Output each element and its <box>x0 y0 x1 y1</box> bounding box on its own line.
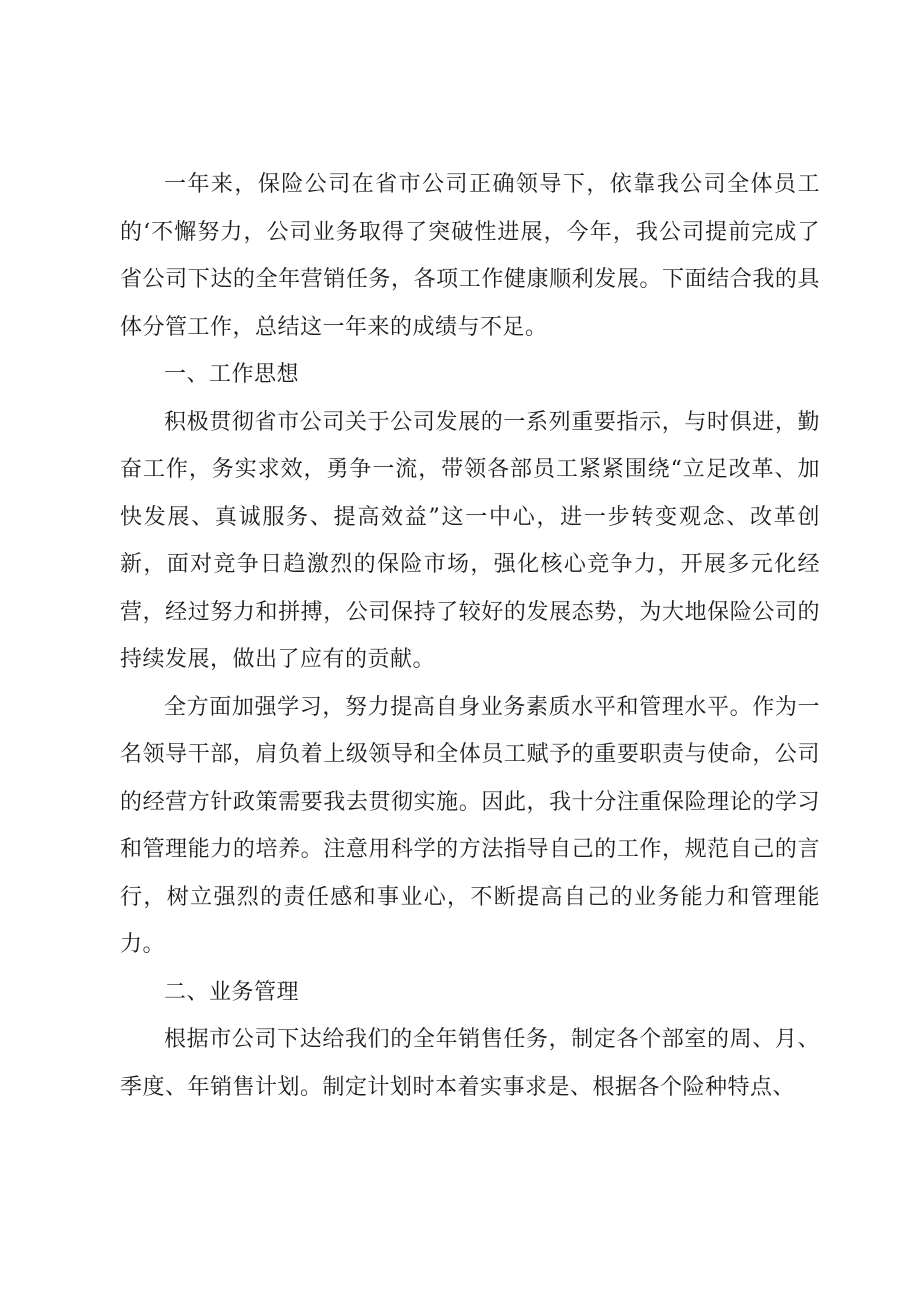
document-body <box>120 161 820 1111</box>
paragraph-business-management: 根据市公司下达给我们的全年销售任务，制定各个部室的周、月、季度、年销售计划。制定计划时本着实事求是、根据各个险种特点、 <box>120 1027 820 1100</box>
section-heading-business-management: 二、业务管理 <box>164 979 300 1005</box>
paragraph-study: 全方面加强学习，努力提高自身业务素质水平和管理水平。作为一名领导干部，肩负着上级领导和全体员工赋予的重要职责与使命，公司的经营方针政策需要我去贯彻实施。因此，我十分注重保险理论的学习和管理能力的培养。注意用科学的方法指导自己的工作，规范自己的言行，树立强烈的责任感和事业心，不断提高自己的业务能力和管理能力。 <box>120 694 820 957</box>
section-heading-work-thought: 一、工作思想 <box>164 362 300 387</box>
paragraph-work-thought: 积极贯彻省市公司关于公司发展的一系列重要指示，与时俱进，勤奋工作，务实求效，勇争一流，带领各部员工紧紧围绕“立足改革、加快发展、真诚服务、提高效益”这一中心，进一步转变观念、改革创新，面对竞争日趋激烈的保险市场，强化核心竞争力，开展多元化经营，经过努力和拼搏，公司保持了较好的发展态势，为大地保险公司的持续发展，做出了应有的贡献。 <box>120 409 820 672</box>
paragraph-intro: 一年来，保险公司在省市公司正确领导下，依靠我公司全体员工的‘不懈努力，公司业务取得了突破性进展，今年，我公司提前完成了省公司下达的全年营销任务，各项工作健康顺利发展。下面结合我的具体分管工作，总结这一年来的成绩与不足。 <box>120 172 820 340</box>
